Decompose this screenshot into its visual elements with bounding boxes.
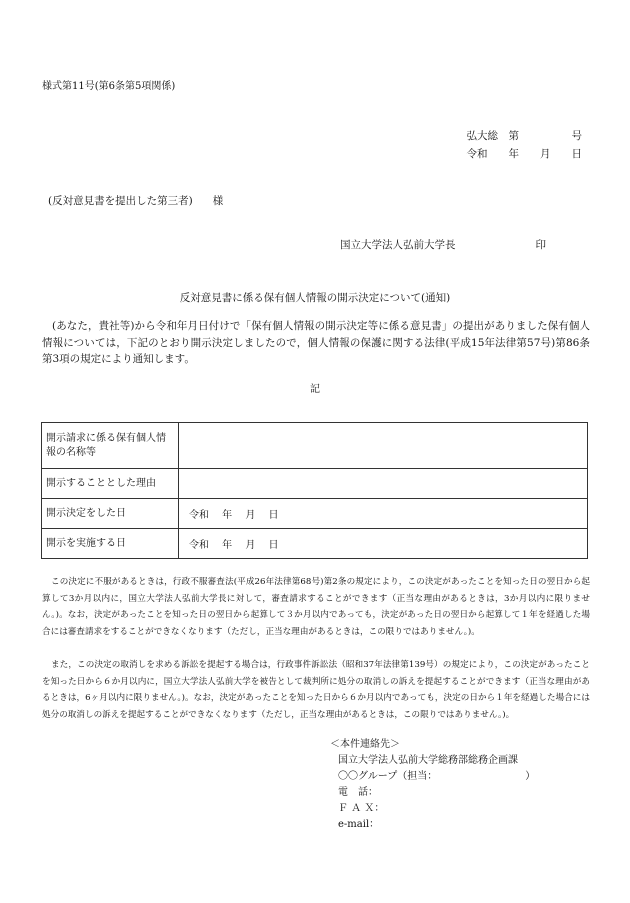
table-row: [42, 469, 588, 499]
addressee-name: (反対意見書を提出した第三者): [48, 195, 193, 207]
row-value-decision-date: 令和 年 月 日: [179, 499, 588, 529]
sender-name: 国立大学法人弘前大学長: [340, 239, 456, 251]
row-value-reason: [179, 469, 588, 499]
document-title: 反対意見書に係る保有個人情報の開示決定について(通知): [179, 292, 451, 304]
addressee: [48, 194, 223, 208]
ki-heading: 記: [310, 384, 320, 395]
contact-group-suffix: ）: [525, 771, 536, 782]
row-value-info-name: [179, 423, 588, 469]
table-row: [42, 529, 588, 559]
decision-table: [41, 422, 588, 559]
row-label-info-name: 開示請求に係る保有個人情報の名称等: [42, 423, 179, 469]
form-number: 様式第11号(第6条第5項関係): [42, 81, 176, 92]
contact-heading: ＜本件連絡先＞: [330, 739, 400, 750]
contact-department: 国立大学法人弘前大学総務部総務企画課: [338, 755, 518, 766]
contact-block: [330, 737, 535, 833]
lawsuit-notice: また，この決定の取消しを求める訴訟を提起する場合は，行政事件訴訟法（昭和37年法律第139号）の規定により，この決定があったことを知った日から６か月以内に，国立大学法人弘前大学を被告として裁判所に処分の取消しの訴えを提起することができます（正当な理由があるときは，6ヶ月以内に限りません。)。なお，決定があったことを知った日から６か月以内であっても，決定の日から１年を経過した場合には処分の取消しの訴えを提起することができなくなります（ただし，正当な理由があるときは，この限りではありません。)。: [42, 660, 590, 720]
row-label-reason: 開示することとした理由: [42, 469, 179, 499]
contact-phone: 電 話：: [338, 787, 378, 798]
table-row: [42, 499, 588, 529]
issue-date: 令和 年 月 日: [466, 148, 582, 160]
addressee-honorific: 様: [212, 195, 224, 207]
seal-mark: 印: [535, 239, 546, 251]
row-value-disclosure-date: 令和 年 月 日: [179, 529, 588, 559]
body-paragraph: (あなた，貴社等)から令和年月日付けで「保有個人情報の開示決定等に係る意見書」の提出がありました保有個人情報については，下記のとおり開示決定しましたので，個人情報の保護に関する法律(平成15年法律第57号)第86条第3項の規定により通知します。: [42, 320, 590, 365]
contact-email: e-mail：: [338, 819, 380, 830]
row-label-decision-date: 開示決定をした日: [42, 499, 179, 529]
contact-group: [330, 769, 535, 785]
appeal-notice: この決定に不服があるときは，行政不服審査法(平成26年法律第68号)第2条の規定により，この決定があったことを知った日の翌日から起算して3か月以内に，国立大学法人弘前大学長に対して，審査請求することができます（正当な理由があるときは，3か月以内に限りません。)。なお，決定があったことを知った日の翌日から起算して３か月以内であっても，決定があった日の翌日から起算して１年を経過した場合には審査請求をすることができなくなります（ただし，正当な理由があるときは，この限りではありません。)。: [42, 577, 590, 637]
contact-group-prefix: 〇〇グループ（担当：: [338, 771, 438, 782]
sender: [340, 238, 546, 252]
reference-number: 弘大総 第 号: [466, 130, 582, 142]
table-row: [42, 423, 588, 469]
row-label-disclosure-date: 開示を実施する日: [42, 529, 179, 559]
contact-fax: Ｆ Ａ Ｘ：: [338, 803, 385, 814]
